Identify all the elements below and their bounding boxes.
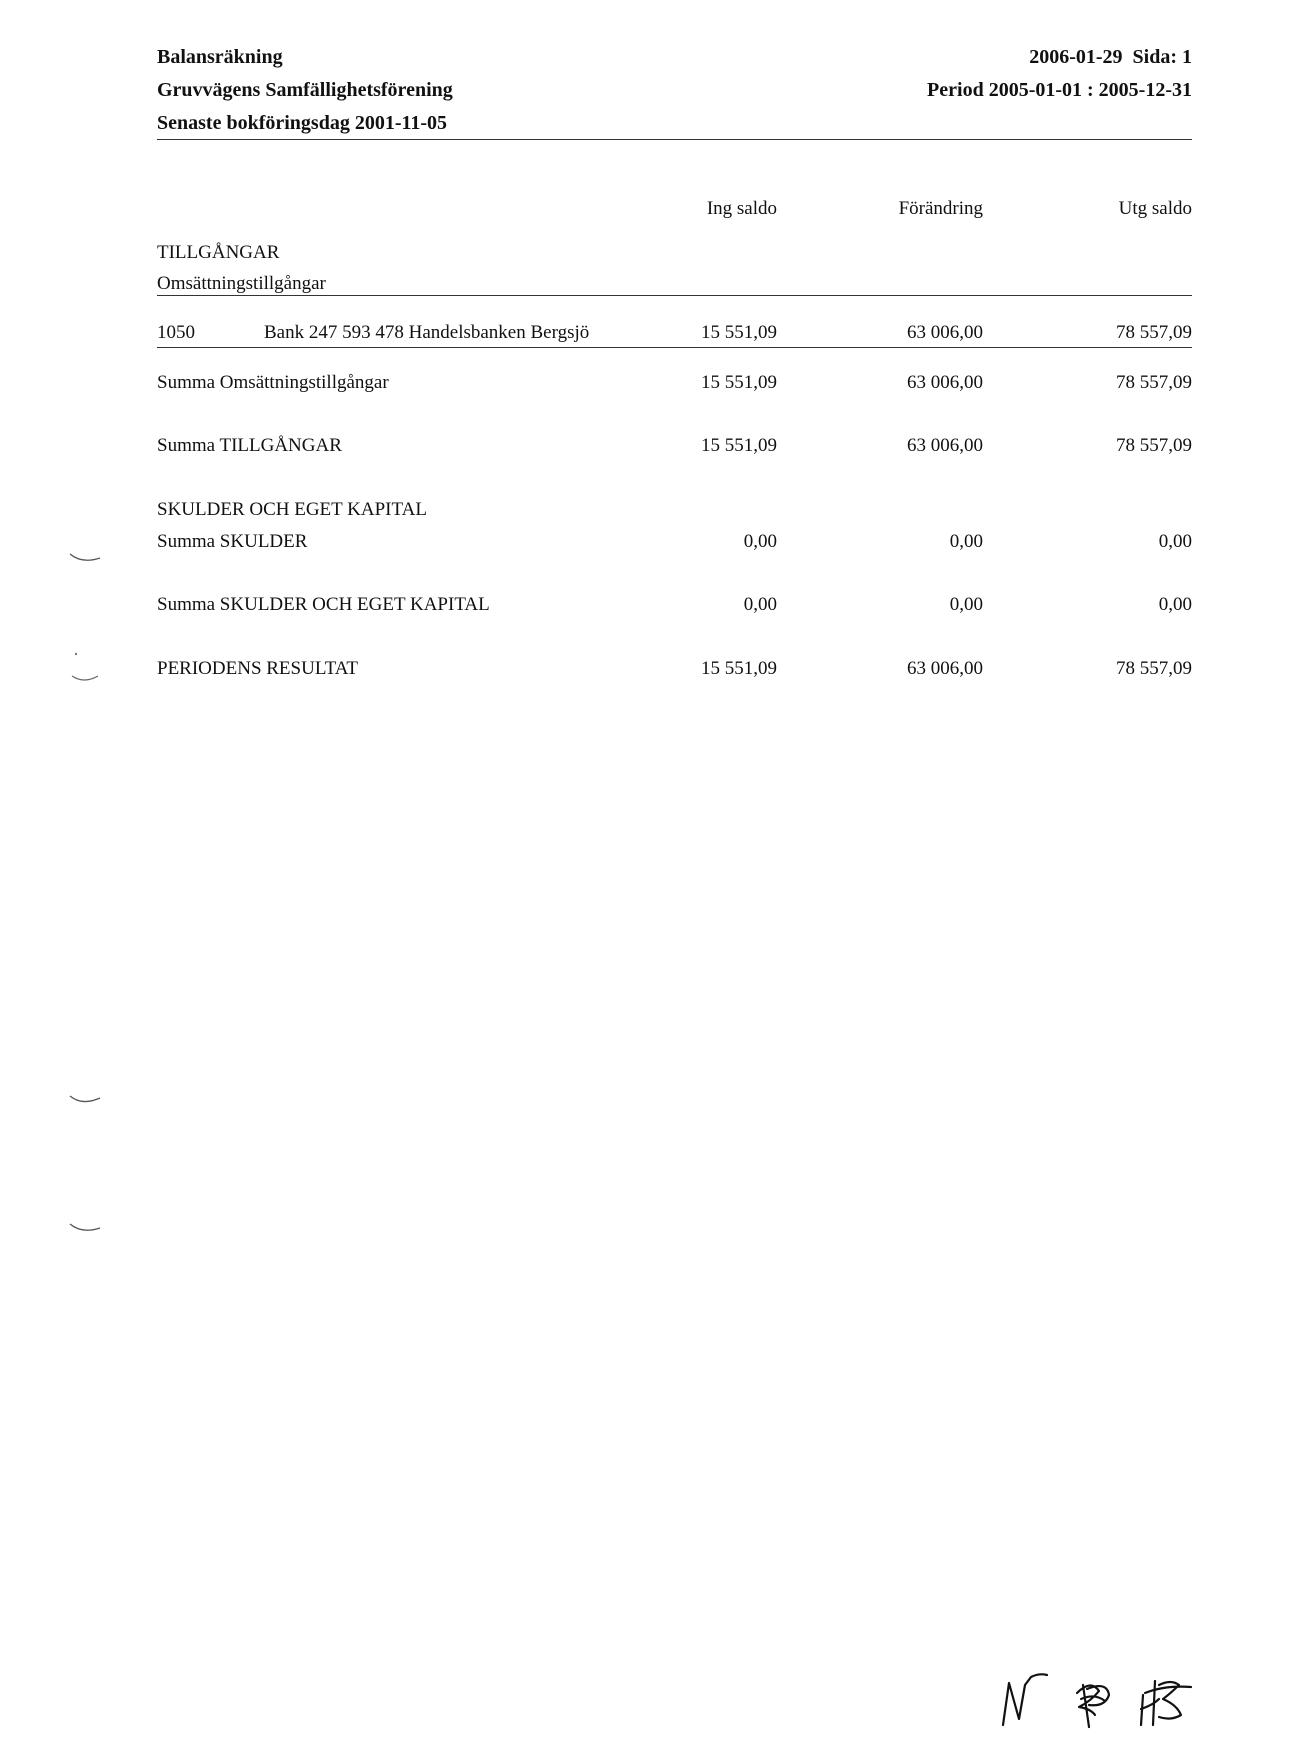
ing-saldo-value: 15 551,09 bbox=[701, 435, 777, 456]
binder-hole-mark bbox=[66, 1218, 106, 1238]
last-booking-date: Senaste bokföringsdag 2001-11-05 bbox=[157, 112, 448, 134]
section-heading-liabilities-equity: SKULDER OCH EGET KAPITAL bbox=[157, 499, 427, 520]
ing-saldo-value: 15 551,09 bbox=[701, 658, 777, 679]
section-divider bbox=[157, 295, 1192, 296]
row-label: Summa SKULDER OCH EGET KAPITAL bbox=[157, 594, 490, 615]
forandring-value: 0,00 bbox=[949, 531, 983, 552]
row-label: Summa TILLGÅNGAR bbox=[157, 435, 342, 456]
column-header-forandring: Förändring bbox=[898, 198, 983, 219]
report-period: Period 2005-01-01 : 2005-12-31 bbox=[927, 79, 1192, 101]
account-label: Bank 247 593 478 Handelsbanken Bergsjö bbox=[264, 322, 590, 343]
organization-name: Gruvvägens Samfällighetsförening bbox=[157, 79, 453, 101]
ing-saldo-value: 15 551,09 bbox=[701, 372, 777, 393]
row-label: Summa SKULDER bbox=[157, 531, 308, 552]
utg-saldo-value: 78 557,09 bbox=[1116, 322, 1192, 343]
report-title: Balansräkning bbox=[157, 46, 283, 68]
forandring-value: 63 006,00 bbox=[907, 435, 983, 456]
utg-saldo-value: 78 557,09 bbox=[1116, 435, 1192, 456]
row-divider bbox=[157, 347, 1192, 348]
binder-hole-mark bbox=[66, 548, 106, 568]
header-divider bbox=[157, 139, 1192, 140]
row-label: PERIODENS RESULTAT bbox=[157, 658, 358, 679]
section-heading-assets: TILLGÅNGAR bbox=[157, 242, 280, 263]
ing-saldo-value: 0,00 bbox=[743, 531, 777, 552]
utg-saldo-value: 0,00 bbox=[1158, 531, 1192, 552]
utg-saldo-value: 0,00 bbox=[1158, 594, 1192, 615]
subsection-heading-current-assets: Omsättningstillgångar bbox=[157, 273, 326, 294]
binder-hole-mark bbox=[66, 1090, 106, 1110]
binder-hole-mark bbox=[66, 648, 106, 688]
row-label: Summa Omsättningstillgångar bbox=[157, 372, 389, 393]
column-header-utg-saldo: Utg saldo bbox=[1118, 198, 1192, 219]
forandring-value: 0,00 bbox=[949, 594, 983, 615]
handwritten-initials-signature bbox=[995, 1655, 1245, 1735]
print-date-page: 2006-01-29 Sida: 1 bbox=[1029, 46, 1192, 68]
forandring-value: 63 006,00 bbox=[907, 322, 983, 343]
column-header-ing-saldo: Ing saldo bbox=[706, 198, 777, 219]
ing-saldo-value: 15 551,09 bbox=[701, 322, 777, 343]
utg-saldo-value: 78 557,09 bbox=[1116, 372, 1192, 393]
ing-saldo-value: 0,00 bbox=[743, 594, 777, 615]
account-number: 1050 bbox=[157, 322, 195, 343]
utg-saldo-value: 78 557,09 bbox=[1116, 658, 1192, 679]
forandring-value: 63 006,00 bbox=[907, 658, 983, 679]
forandring-value: 63 006,00 bbox=[907, 372, 983, 393]
